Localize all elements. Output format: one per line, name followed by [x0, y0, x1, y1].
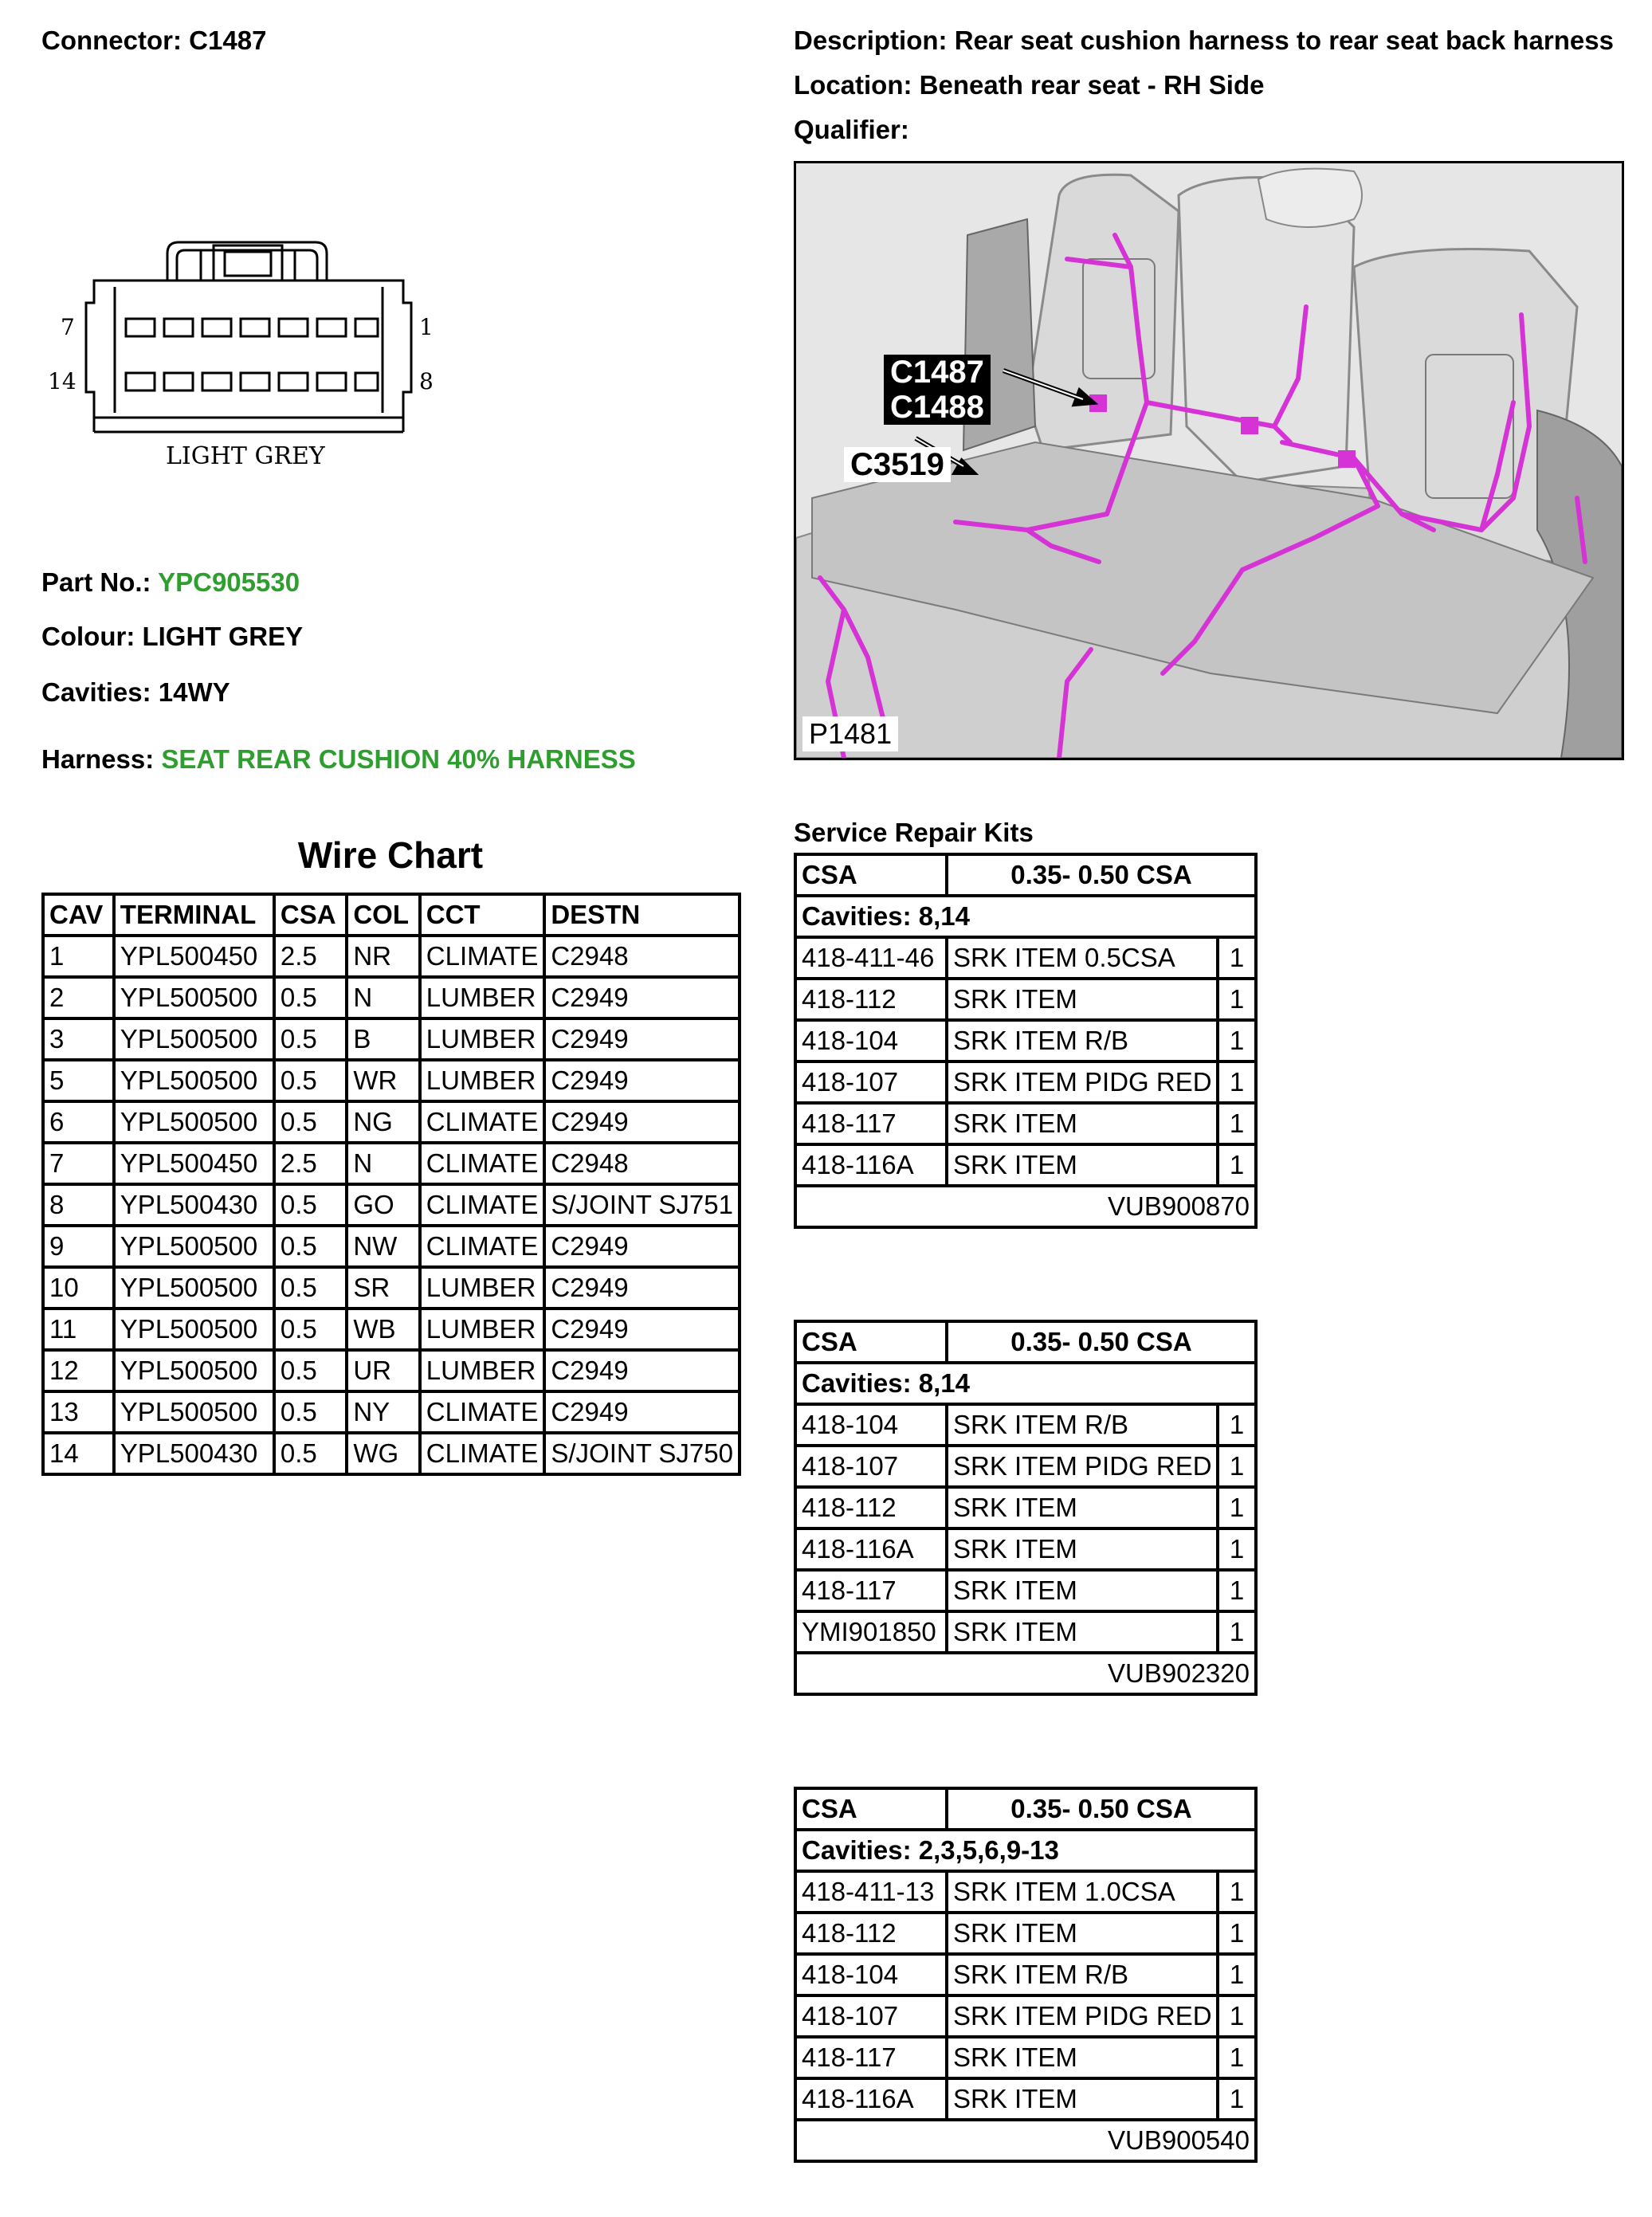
table-row [43, 1018, 740, 1060]
srk-code-row [795, 2120, 1256, 2161]
srk-quantity: 1 [1218, 1144, 1256, 1186]
srk-cavities: Cavities: 2,3,5,6,9-13 [795, 1830, 1256, 1871]
srk-table-2 [794, 1320, 1258, 1696]
srk-part-number: 418-107 [795, 1995, 947, 2037]
qualifier-label: Qualifier: [794, 115, 909, 144]
cavities-line [41, 677, 230, 708]
pin-label-14: 14 [48, 368, 77, 394]
table-row [795, 1611, 1256, 1653]
srk-item-description: SRK ITEM [947, 1528, 1218, 1570]
cell-cct: CLIMATE [420, 1226, 545, 1267]
part-no-value: YPC905530 [158, 567, 300, 597]
colour-line [41, 622, 303, 652]
srk-item-description: SRK ITEM [947, 979, 1218, 1020]
cell-terminal: YPL500500 [114, 1101, 274, 1143]
cell-csa: 0.5 [274, 1391, 347, 1433]
part-no-line [41, 567, 300, 598]
table-row [43, 1309, 740, 1350]
srk-quantity: 1 [1218, 1995, 1256, 2037]
cell-destn: C2949 [544, 977, 740, 1018]
description-label: Description: [794, 26, 948, 55]
srk-kit-code: VUB902320 [795, 1653, 1256, 1694]
cell-csa: 2.5 [274, 1143, 347, 1184]
table-row [43, 1350, 740, 1391]
srk-quantity: 1 [1218, 1528, 1256, 1570]
srk-quantity: 1 [1218, 1020, 1256, 1061]
cell-destn: C2948 [544, 1143, 740, 1184]
srk-item-description: SRK ITEM 1.0CSA [947, 1871, 1218, 1913]
srk-quantity: 1 [1218, 1487, 1256, 1528]
colour-value: LIGHT GREY [142, 622, 304, 651]
srk-part-number: 418-107 [795, 1061, 947, 1103]
table-row [43, 1101, 740, 1143]
cell-col: B [347, 1018, 419, 1060]
col-header-destn: DESTN [544, 894, 740, 936]
table-row [795, 1487, 1256, 1528]
srk-part-number: 418-112 [795, 1487, 947, 1528]
srk-item-description: SRK ITEM PIDG RED [947, 1995, 1218, 2037]
srk-cavities-row [795, 896, 1256, 937]
pin-label-7: 7 [61, 314, 75, 340]
table-row [795, 2037, 1256, 2078]
harness-label: Harness: [41, 744, 155, 774]
srk-quantity: 1 [1218, 1061, 1256, 1103]
srk-part-number: 418-116A [795, 1144, 947, 1186]
cell-terminal: YPL500500 [114, 1350, 274, 1391]
table-row [43, 1143, 740, 1184]
cell-terminal: YPL500500 [114, 1060, 274, 1101]
srk-header-row [795, 1788, 1256, 1830]
cell-terminal: YPL500500 [114, 1309, 274, 1350]
cell-col: NG [347, 1101, 419, 1143]
srk-part-number: 418-107 [795, 1446, 947, 1487]
srk-part-number: 418-117 [795, 2037, 947, 2078]
cell-destn: C2949 [544, 1350, 740, 1391]
cavities-value: 14WY [158, 677, 230, 707]
srk-quantity: 1 [1218, 2037, 1256, 2078]
cell-destn: C2949 [544, 1391, 740, 1433]
callout-c1488: C1488 [884, 390, 991, 425]
cell-destn: S/JOINT SJ751 [544, 1184, 740, 1226]
srk-item-description: SRK ITEM [947, 1144, 1218, 1186]
callout-c1487: C1487 [884, 355, 991, 390]
srk-item-description: SRK ITEM PIDG RED [947, 1061, 1218, 1103]
wire-chart-table [41, 893, 741, 1476]
cell-col: NR [347, 936, 419, 977]
srk-item-description: SRK ITEM [947, 2037, 1218, 2078]
cell-terminal: YPL500500 [114, 1018, 274, 1060]
srk-quantity: 1 [1218, 1954, 1256, 1995]
cell-csa: 0.5 [274, 977, 347, 1018]
cell-col: WR [347, 1060, 419, 1101]
srk-part-number: 418-104 [795, 1954, 947, 1995]
srk-csa-label: CSA [795, 1788, 947, 1830]
srk-cavities: Cavities: 8,14 [795, 1363, 1256, 1404]
srk-cavities: Cavities: 8,14 [795, 896, 1256, 937]
table-row [795, 1995, 1256, 2037]
location-value: Beneath rear seat - RH Side [919, 70, 1265, 100]
srk-quantity: 1 [1218, 1404, 1256, 1446]
cell-csa: 0.5 [274, 1226, 347, 1267]
srk-part-number: 418-411-46 [795, 937, 947, 979]
cell-terminal: YPL500450 [114, 936, 274, 977]
cell-col: WB [347, 1309, 419, 1350]
cell-cav: 8 [43, 1184, 114, 1226]
table-row [795, 1954, 1256, 1995]
srk-kit-code: VUB900540 [795, 2120, 1256, 2161]
image-code: P1481 [802, 716, 898, 751]
table-row [795, 1913, 1256, 1954]
cell-cav: 12 [43, 1350, 114, 1391]
srk-csa-value: 0.35- 0.50 CSA [947, 1321, 1256, 1363]
srk-quantity: 1 [1218, 1570, 1256, 1611]
cell-terminal: YPL500500 [114, 977, 274, 1018]
table-row [43, 1226, 740, 1267]
harness-location-image [794, 161, 1624, 760]
srk-part-number: 418-116A [795, 2078, 947, 2120]
srk-header-row [795, 854, 1256, 896]
cell-cct: LUMBER [420, 1060, 545, 1101]
cell-cct: CLIMATE [420, 1143, 545, 1184]
srk-item-description: SRK ITEM [947, 2078, 1218, 2120]
cell-cct: CLIMATE [420, 1184, 545, 1226]
srk-item-description: SRK ITEM [947, 1570, 1218, 1611]
col-header-terminal: TERMINAL [114, 894, 274, 936]
srk-part-number: YMI901850 [795, 1611, 947, 1653]
cell-csa: 0.5 [274, 1184, 347, 1226]
table-row [795, 1871, 1256, 1913]
cell-cct: LUMBER [420, 1267, 545, 1309]
cell-destn: C2949 [544, 1309, 740, 1350]
cell-cav: 14 [43, 1433, 114, 1474]
col-header-cct: CCT [420, 894, 545, 936]
srk-item-description: SRK ITEM [947, 1611, 1218, 1653]
cell-csa: 0.5 [274, 1350, 347, 1391]
srk-csa-value: 0.35- 0.50 CSA [947, 1788, 1256, 1830]
part-no-label: Part No.: [41, 567, 151, 597]
cell-csa: 0.5 [274, 1101, 347, 1143]
srk-part-number: 418-411-13 [795, 1871, 947, 1913]
table-row [795, 2078, 1256, 2120]
cell-destn: C2948 [544, 936, 740, 977]
pin-label-8: 8 [419, 368, 434, 394]
srk-item-description: SRK ITEM R/B [947, 1020, 1218, 1061]
callout-c3519: C3519 [844, 447, 951, 482]
srk-item-description: SRK ITEM 0.5CSA [947, 937, 1218, 979]
harness-line [41, 744, 636, 775]
connector-line [41, 26, 266, 56]
table-row [43, 977, 740, 1018]
cell-cav: 9 [43, 1226, 114, 1267]
cell-csa: 0.5 [274, 1267, 347, 1309]
table-row [795, 1404, 1256, 1446]
table-row [795, 979, 1256, 1020]
wire-chart-header-row [43, 894, 740, 936]
cell-cct: LUMBER [420, 1018, 545, 1060]
table-row [795, 1061, 1256, 1103]
srk-quantity: 1 [1218, 937, 1256, 979]
cavities-label: Cavities: [41, 677, 151, 707]
wire-chart-body [43, 936, 740, 1474]
connector-face-diagram [32, 231, 462, 486]
cell-col: NY [347, 1391, 419, 1433]
srk-kit-code: VUB900870 [795, 1186, 1256, 1227]
colour-label: Colour: [41, 622, 135, 651]
table-row [795, 1144, 1256, 1186]
srk-part-number: 418-104 [795, 1020, 947, 1061]
srk-cavities-row [795, 1830, 1256, 1871]
cell-cct: CLIMATE [420, 1391, 545, 1433]
srk-csa-value: 0.35- 0.50 CSA [947, 854, 1256, 896]
srk-csa-label: CSA [795, 854, 947, 896]
srk-header-row [795, 1321, 1256, 1363]
srk-item-description: SRK ITEM [947, 1487, 1218, 1528]
srk-part-number: 418-117 [795, 1570, 947, 1611]
cell-cct: LUMBER [420, 1350, 545, 1391]
cell-csa: 0.5 [274, 1018, 347, 1060]
cell-destn: C2949 [544, 1226, 740, 1267]
srk-item-description: SRK ITEM R/B [947, 1954, 1218, 1995]
cell-col: WG [347, 1433, 419, 1474]
table-row [795, 1528, 1256, 1570]
table-row [43, 1184, 740, 1226]
col-header-csa: CSA [274, 894, 347, 936]
srk-part-number: 418-116A [795, 1528, 947, 1570]
cell-csa: 0.5 [274, 1309, 347, 1350]
cell-destn: C2949 [544, 1101, 740, 1143]
connector-outline-icon [32, 231, 462, 486]
cell-destn: C2949 [544, 1060, 740, 1101]
cell-cav: 7 [43, 1143, 114, 1184]
wire-chart-title: Wire Chart [297, 834, 484, 876]
srk-item-description: SRK ITEM [947, 1913, 1218, 1954]
connector-value: C1487 [189, 26, 267, 55]
cell-cct: LUMBER [420, 1309, 545, 1350]
srk-part-number: 418-117 [795, 1103, 947, 1144]
cell-cav: 11 [43, 1309, 114, 1350]
srk-quantity: 1 [1218, 1103, 1256, 1144]
table-row [43, 1060, 740, 1101]
srk-quantity: 1 [1218, 2078, 1256, 2120]
cell-cav: 5 [43, 1060, 114, 1101]
table-row [795, 1103, 1256, 1144]
cell-col: N [347, 977, 419, 1018]
cell-cav: 2 [43, 977, 114, 1018]
cell-cct: CLIMATE [420, 1101, 545, 1143]
srk-quantity: 1 [1218, 1446, 1256, 1487]
cell-cav: 13 [43, 1391, 114, 1433]
cell-cct: LUMBER [420, 977, 545, 1018]
srk-code-row [795, 1653, 1256, 1694]
cell-terminal: YPL500430 [114, 1184, 274, 1226]
description-line [794, 26, 1614, 56]
table-row [43, 936, 740, 977]
table-row [43, 1433, 740, 1474]
table-row [43, 1391, 740, 1433]
table-row [795, 1020, 1256, 1061]
cell-cav: 6 [43, 1101, 114, 1143]
cell-cav: 3 [43, 1018, 114, 1060]
srk-quantity: 1 [1218, 1913, 1256, 1954]
table-row [795, 1446, 1256, 1487]
cell-destn: C2949 [544, 1267, 740, 1309]
cell-cct: CLIMATE [420, 936, 545, 977]
cell-destn: S/JOINT SJ750 [544, 1433, 740, 1474]
cell-terminal: YPL500500 [114, 1226, 274, 1267]
srk-table-3 [794, 1787, 1258, 2163]
connector-label: Connector: [41, 26, 182, 55]
harness-value: SEAT REAR CUSHION 40% HARNESS [161, 744, 636, 774]
cell-terminal: YPL500500 [114, 1391, 274, 1433]
cell-terminal: YPL500430 [114, 1433, 274, 1474]
cell-col: UR [347, 1350, 419, 1391]
description-value: Rear seat cushion harness to rear seat back harness [954, 26, 1614, 55]
col-header-col: COL [347, 894, 419, 936]
col-header-cav: CAV [43, 894, 114, 936]
location-label: Location: [794, 70, 912, 100]
cell-destn: C2949 [544, 1018, 740, 1060]
srk-item-description: SRK ITEM PIDG RED [947, 1446, 1218, 1487]
cell-cct: CLIMATE [420, 1433, 545, 1474]
location-line [794, 70, 1264, 100]
srk-cavities-row [795, 1363, 1256, 1404]
srk-part-number: 418-112 [795, 1913, 947, 1954]
qualifier-line [794, 115, 909, 145]
cell-cav: 10 [43, 1267, 114, 1309]
srk-title: Service Repair Kits [794, 818, 1034, 847]
srk-part-number: 418-104 [795, 1404, 947, 1446]
cell-csa: 0.5 [274, 1433, 347, 1474]
cell-col: N [347, 1143, 419, 1184]
srk-item-description: SRK ITEM R/B [947, 1404, 1218, 1446]
cell-col: NW [347, 1226, 419, 1267]
cell-terminal: YPL500450 [114, 1143, 274, 1184]
cell-terminal: YPL500500 [114, 1267, 274, 1309]
table-row [795, 1570, 1256, 1611]
srk-code-row [795, 1186, 1256, 1227]
cell-csa: 2.5 [274, 936, 347, 977]
pin-label-1: 1 [419, 314, 434, 340]
srk-part-number: 418-112 [795, 979, 947, 1020]
cell-csa: 0.5 [274, 1060, 347, 1101]
cell-col: SR [347, 1267, 419, 1309]
srk-quantity: 1 [1218, 979, 1256, 1020]
table-row [43, 1267, 740, 1309]
srk-quantity: 1 [1218, 1871, 1256, 1913]
srk-csa-label: CSA [795, 1321, 947, 1363]
srk-table-1 [794, 853, 1258, 1229]
srk-quantity: 1 [1218, 1611, 1256, 1653]
diagram-colour-label: LIGHT GREY [166, 442, 325, 470]
srk-item-description: SRK ITEM [947, 1103, 1218, 1144]
cell-col: GO [347, 1184, 419, 1226]
table-row [795, 937, 1256, 979]
cell-cav: 1 [43, 936, 114, 977]
